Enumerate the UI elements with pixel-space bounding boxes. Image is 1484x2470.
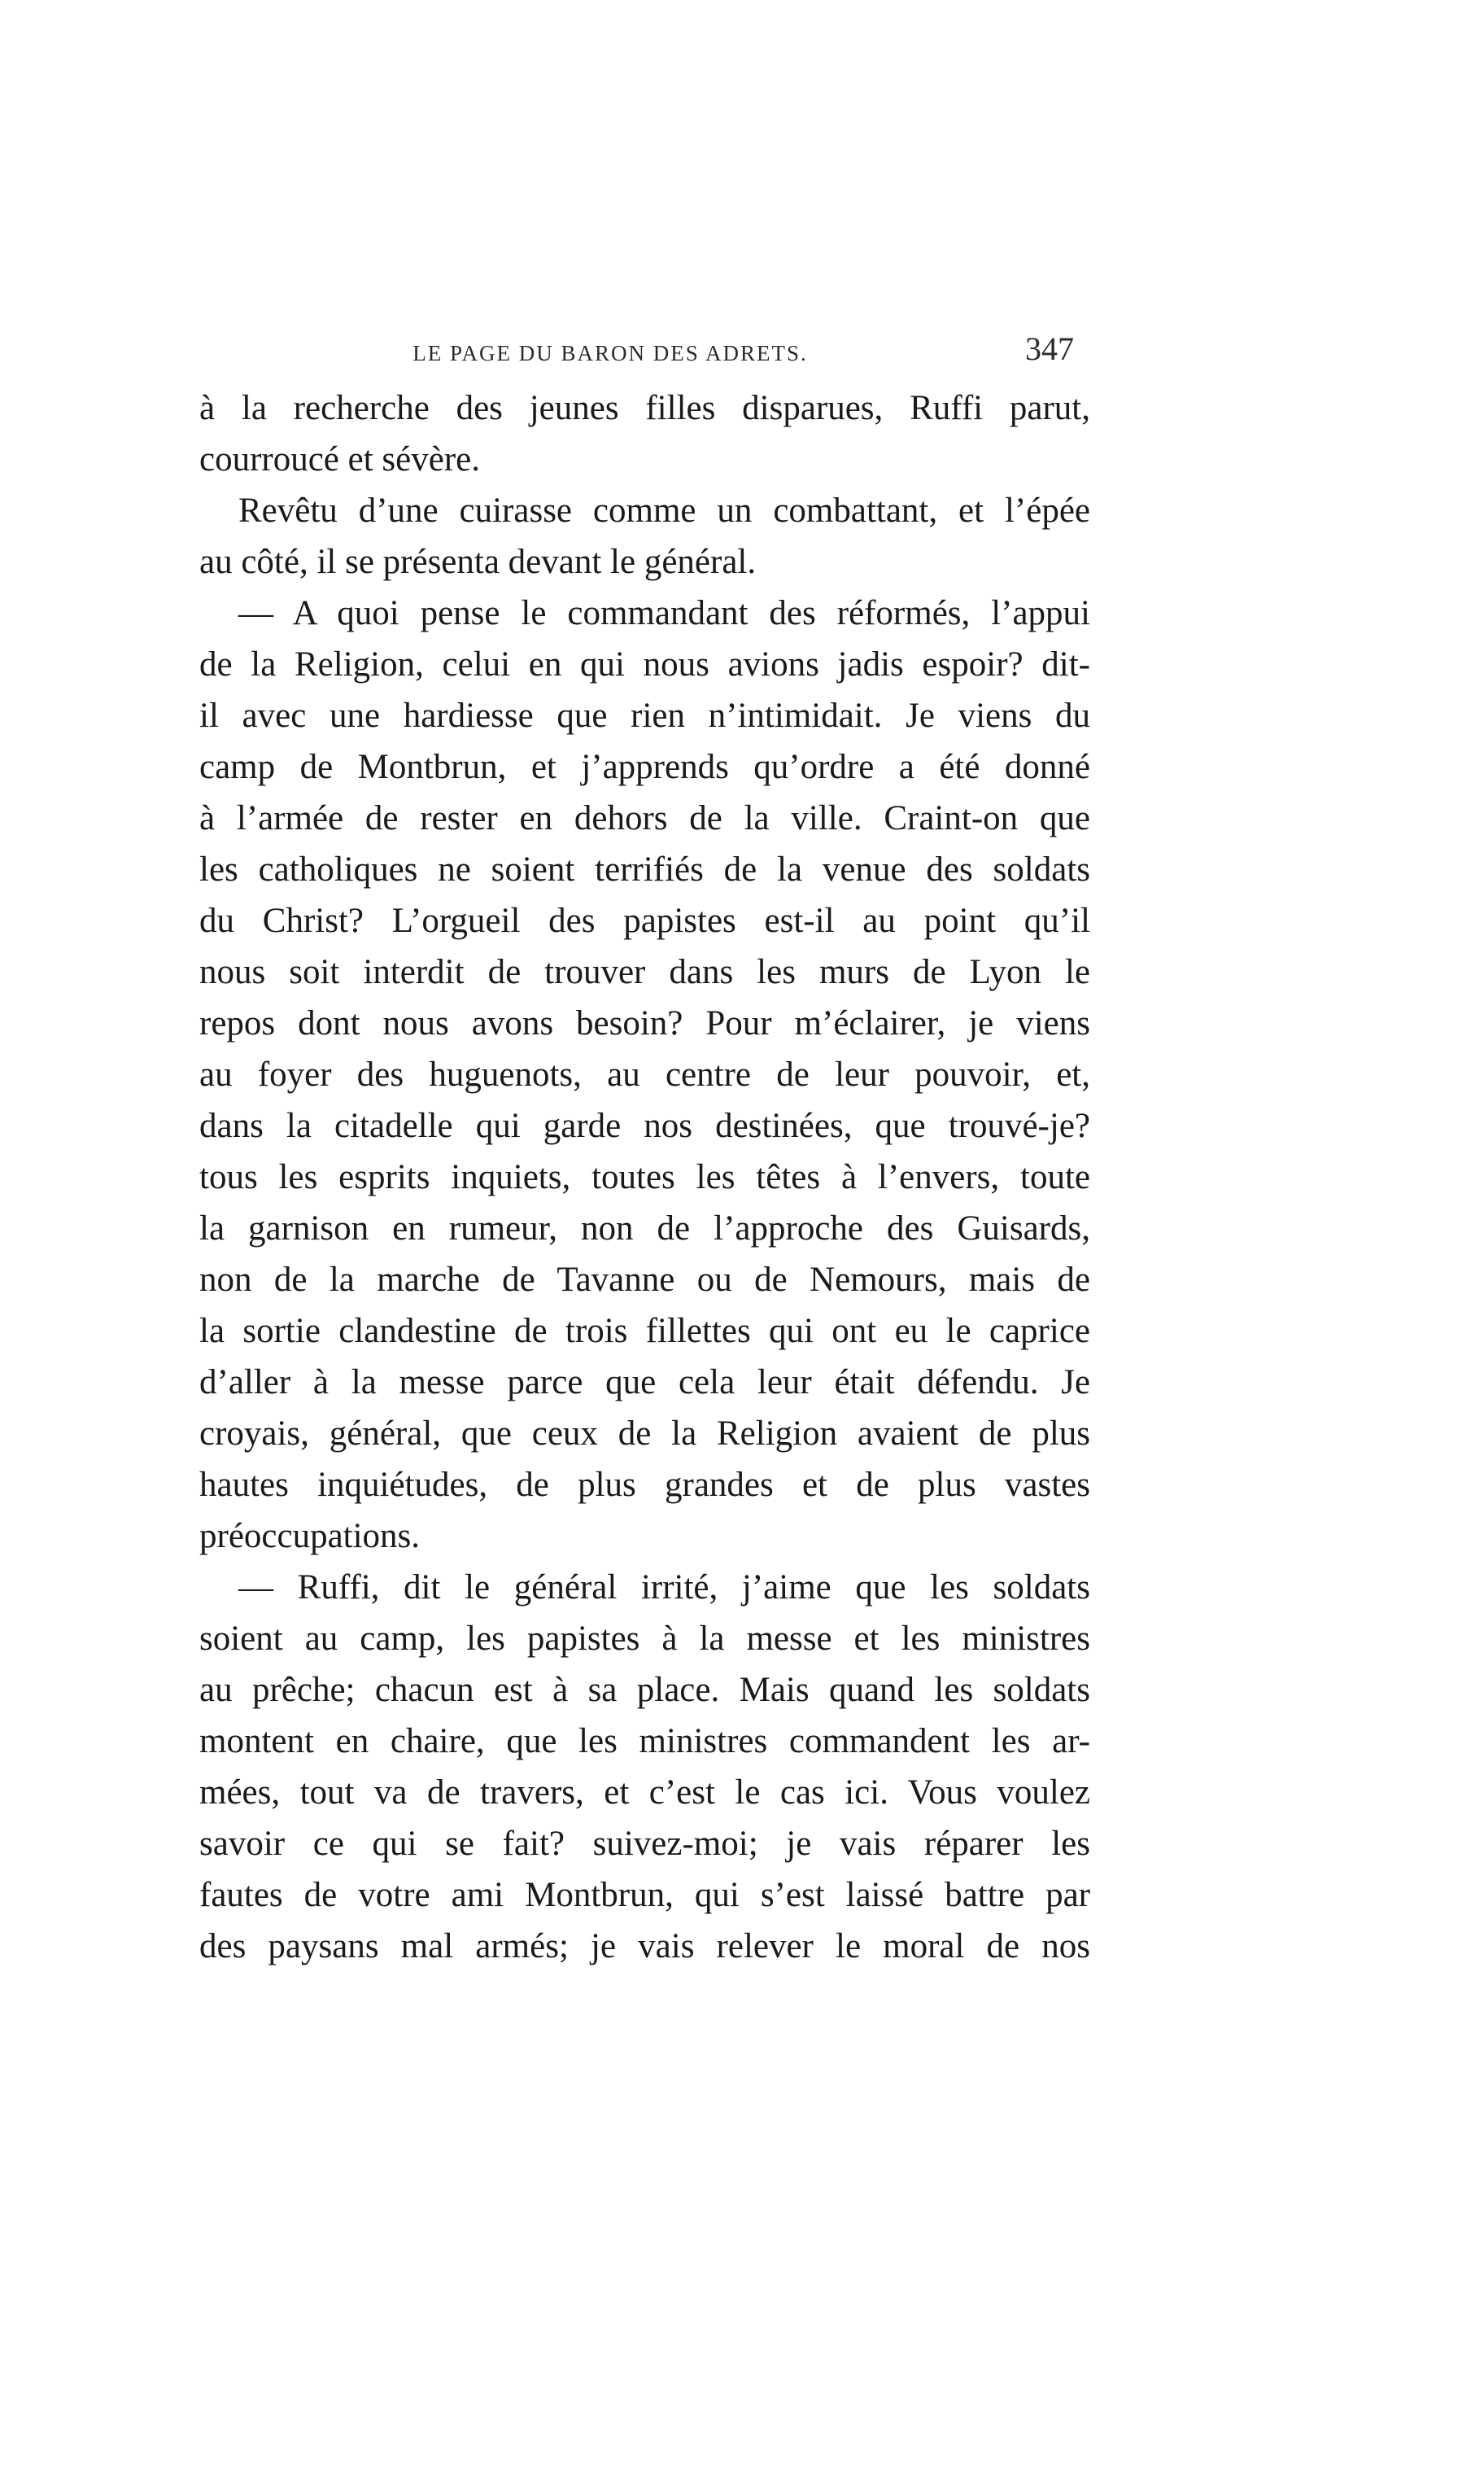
text-line: nous soit interdit de trouver dans les murs de Lyon le (199, 953, 1090, 991)
text-line: fautes de votre ami Montbrun, qui s’est laissé battre par (199, 1876, 1090, 1914)
text-line: — A quoi pense le commandant des réformés, l’appui (238, 594, 1090, 632)
running-head: LE PAGE DU BARON DES ADRETS. (412, 341, 808, 365)
text-line: du Christ? L’orgueil des papistes est-il au point qu’il (199, 902, 1090, 940)
text-line: préoccupations. (199, 1517, 421, 1555)
text-line: savoir ce qui se fait? suivez-moi; je vais réparer les (199, 1825, 1090, 1863)
page-number: 347 (1025, 330, 1074, 367)
text-line: au foyer des huguenots, au centre de leur pouvoir, et, (199, 1056, 1090, 1094)
page-header (203, 330, 1074, 378)
text-line: la garnison en rumeur, non de l’approche des Guisards, (199, 1209, 1090, 1248)
text-line: à la recherche des jeunes filles disparues, Ruffi parut, (199, 389, 1090, 427)
text-line: au côté, il se présenta devant le général. (199, 543, 757, 581)
text-line: au prêche; chacun est à sa place. Mais quand les soldats (199, 1671, 1090, 1709)
text-line: soient au camp, les papistes à la messe et les ministres (199, 1620, 1090, 1658)
text-line: Revêtu d’une cuirasse comme un combattant, et l’épée (238, 492, 1090, 530)
text-line: croyais, général, que ceux de la Religion avaient de plus (199, 1414, 1090, 1453)
text-line: repos dont nous avons besoin? Pour m’éclairer, je viens (199, 1004, 1090, 1043)
text-line: hautes inquiétudes, de plus grandes et de plus vastes (199, 1466, 1090, 1504)
text-line: de la Religion, celui en qui nous avions jadis espoir? dit- (199, 645, 1090, 684)
text-line: camp de Montbrun, et j’apprends qu’ordre a été donné (199, 748, 1090, 786)
text-line: la sortie clandestine de trois fillettes qui ont eu le caprice (199, 1312, 1090, 1350)
text-line: des paysans mal armés; je vais relever le moral de nos (199, 1927, 1090, 1965)
text-line: dans la citadelle qui garde nos destinées, que trouvé-je? (199, 1107, 1090, 1145)
text-line: d’aller à la messe parce que cela leur était défendu. Je (199, 1363, 1090, 1401)
text-line: mées, tout va de travers, et c’est le cas ici. Vous voulez (199, 1773, 1090, 1812)
text-line: courroucé et sévère. (199, 440, 480, 479)
text-line: il avec une hardiesse que rien n’intimidait. Je viens du (199, 697, 1090, 735)
text-line: — Ruffi, dit le général irrité, j’aime que les soldats (238, 1568, 1090, 1607)
body-text (199, 383, 1090, 1972)
text-line: les catholiques ne soient terrifiés de la venue des soldats (199, 850, 1090, 889)
text-line: tous les esprits inquiets, toutes les têtes à l’envers, toute (199, 1158, 1090, 1196)
text-line: non de la marche de Tavanne ou de Nemours, mais de (199, 1261, 1090, 1299)
text-line: montent en chaire, que les ministres commandent les ar- (199, 1722, 1090, 1760)
text-line: à l’armée de rester en dehors de la ville. Craint-on que (199, 799, 1090, 837)
